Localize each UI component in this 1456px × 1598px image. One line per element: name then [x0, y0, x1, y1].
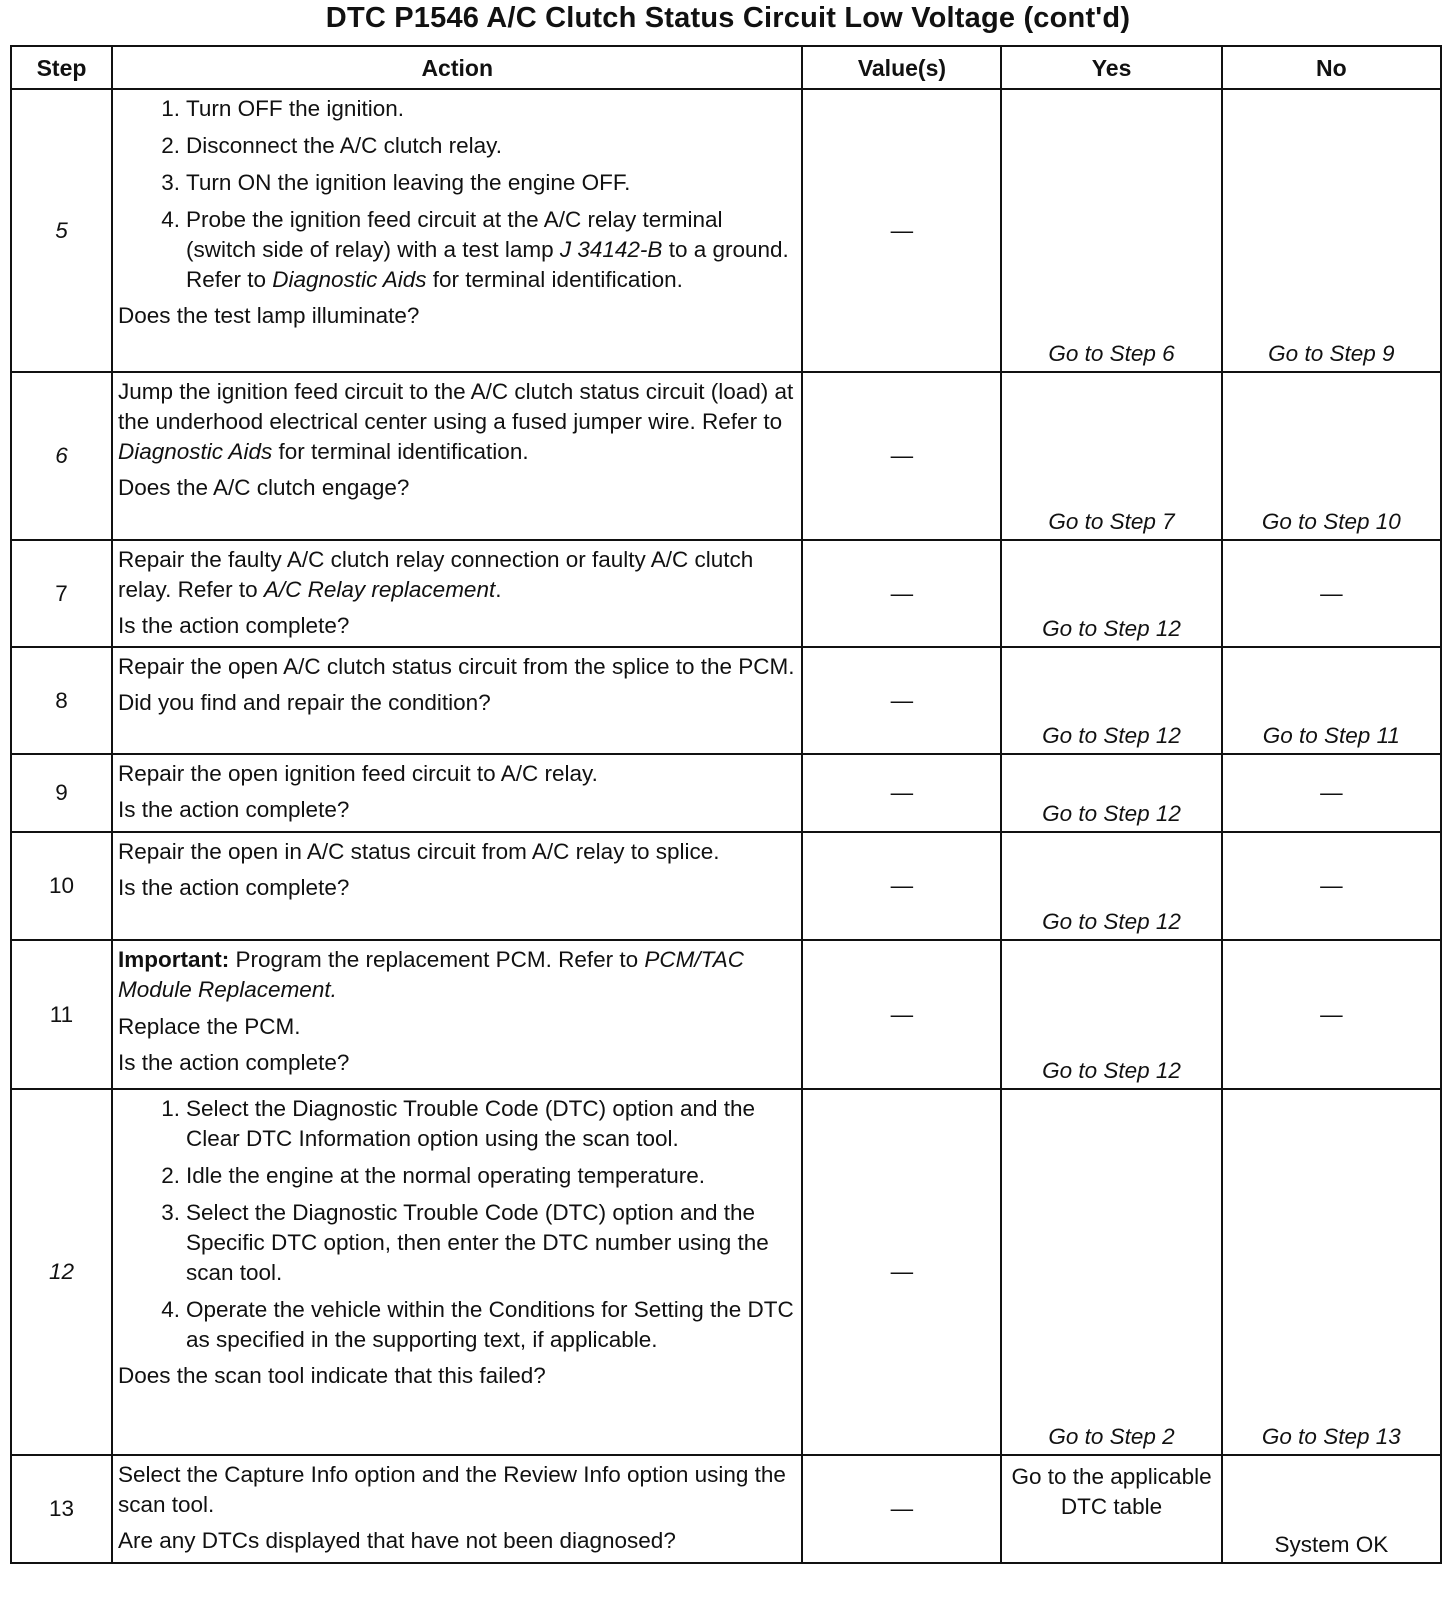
table-row-step-11 — [11, 940, 1441, 1089]
yes-cell: Go to the applicable DTC table — [1001, 1455, 1221, 1563]
question-text: Is the action complete? — [117, 613, 350, 638]
page-title: DTC P1546 A/C Clutch Status Circuit Low Voltage (cont'd) — [325, 2, 1131, 34]
yes-cell: Go to Step 12 — [1001, 832, 1221, 940]
question-text: Did you find and repair the condition? — [117, 690, 491, 715]
header-no: No — [1222, 46, 1441, 89]
value-cell: — — [802, 754, 1001, 832]
list-item: 2. Idle the engine at the normal operating temperature. — [161, 1163, 706, 1188]
question-text: Is the action complete? — [117, 797, 350, 822]
yes-cell: Go to Step 7 — [1001, 372, 1221, 540]
question-text: Is the action complete? — [117, 1050, 350, 1075]
important-note: Important: Program the replacement PCM. Refer to PCM/TAC Module Replacement. — [117, 947, 744, 1002]
step-number: 7 — [11, 540, 112, 647]
action-text: Select the Capture Info option and the Review Info option using the scan tool. — [117, 1462, 786, 1517]
header-values: Value(s) — [802, 46, 1001, 89]
action-cell — [112, 832, 803, 940]
action-text: Repair the open ignition feed circuit to A/C relay. — [117, 761, 598, 786]
list-item: 3. Turn ON the ignition leaving the engine OFF. — [161, 170, 631, 195]
no-cell: Go to Step 10 — [1222, 372, 1441, 540]
no-cell: System OK — [1222, 1455, 1441, 1563]
action-cell — [112, 89, 803, 372]
action-text: Repair the open in A/C status circuit from A/C relay to splice. — [117, 839, 720, 864]
question-text: Does the A/C clutch engage? — [117, 475, 410, 500]
value-cell: — — [802, 940, 1001, 1089]
step-number: 8 — [11, 647, 112, 754]
header-yes: Yes — [1001, 46, 1221, 89]
question-text: Is the action complete? — [117, 875, 350, 900]
value-cell: — — [802, 540, 1001, 647]
question-text: Does the test lamp illuminate? — [117, 303, 420, 328]
header-action: Action — [112, 46, 803, 89]
list-item: 4. Operate the vehicle within the Conditions for Setting the DTC as specified in the supporting text, if applicable. — [161, 1297, 794, 1352]
yes-cell: Go to Step 12 — [1001, 940, 1221, 1089]
step-number: 5 — [11, 89, 112, 372]
action-text: Repair the open A/C clutch status circuit from the splice to the PCM. — [117, 654, 795, 679]
value-cell: — — [802, 1455, 1001, 1563]
action-text: Jump the ignition feed circuit to the A/C clutch status circuit (load) at the underhood electrical center using a fused jumper wire. Refer to Diagnostic Aids for terminal identification. — [117, 379, 794, 464]
list-item: 1. Select the Diagnostic Trouble Code (DTC) option and the Clear DTC Information option using the scan tool. — [161, 1096, 756, 1151]
no-cell: — — [1222, 540, 1441, 647]
list-item: 3. Select the Diagnostic Trouble Code (DTC) option and the Specific DTC option, then enter the DTC number using the scan tool. — [161, 1200, 769, 1285]
action-cell — [112, 940, 803, 1089]
yes-cell: Go to Step 6 — [1001, 89, 1221, 372]
header-step: Step — [11, 46, 112, 89]
yes-cell: Go to Step 2 — [1001, 1089, 1221, 1455]
table-row-step-5 — [11, 89, 1441, 372]
table-row-step-10 — [11, 832, 1441, 940]
table-row-step-13 — [11, 1455, 1441, 1563]
value-cell: — — [802, 372, 1001, 540]
question-text: Does the scan tool indicate that this failed? — [117, 1363, 546, 1388]
no-cell: Go to Step 9 — [1222, 89, 1441, 372]
action-cell — [112, 1089, 803, 1455]
yes-cell: Go to Step 12 — [1001, 647, 1221, 754]
step-number: 11 — [11, 940, 112, 1089]
step-number: 13 — [11, 1455, 112, 1563]
no-cell: — — [1222, 832, 1441, 940]
table-row-step-8 — [11, 647, 1441, 754]
value-cell: — — [802, 832, 1001, 940]
list-item: 4. Probe the ignition feed circuit at the A/C relay terminal (switch side of relay) with a test lamp J 34142-B to a ground. Refer to Diagnostic Aids for terminal identification. — [161, 207, 789, 292]
action-text: Repair the faulty A/C clutch relay connection or faulty A/C clutch relay. Refer to A/C Relay replacement. — [117, 547, 754, 602]
no-cell: — — [1222, 940, 1441, 1089]
value-cell: — — [802, 1089, 1001, 1455]
action-cell — [112, 1455, 803, 1563]
table-row-step-12 — [11, 1089, 1441, 1455]
table-row-step-6 — [11, 372, 1441, 540]
yes-cell: Go to Step 12 — [1001, 754, 1221, 832]
no-cell: — — [1222, 754, 1441, 832]
step-number: 10 — [11, 832, 112, 940]
no-cell: Go to Step 11 — [1222, 647, 1441, 754]
step-number: 9 — [11, 754, 112, 832]
question-text: Are any DTCs displayed that have not been diagnosed? — [117, 1528, 676, 1553]
diagnostic-table — [10, 45, 1442, 1564]
table-row-step-9 — [11, 754, 1441, 832]
action-list — [118, 94, 798, 295]
action-text: Replace the PCM. — [117, 1014, 301, 1039]
table-row-step-7 — [11, 540, 1441, 647]
list-item: 1. Turn OFF the ignition. — [161, 96, 404, 121]
step-number: 6 — [11, 372, 112, 540]
action-list — [118, 1094, 798, 1355]
action-cell — [112, 647, 803, 754]
list-item: 2. Disconnect the A/C clutch relay. — [161, 133, 502, 158]
action-cell — [112, 372, 803, 540]
step-number: 12 — [11, 1089, 112, 1455]
yes-cell: Go to Step 12 — [1001, 540, 1221, 647]
action-cell — [112, 754, 803, 832]
value-cell: — — [802, 89, 1001, 372]
no-cell: Go to Step 13 — [1222, 1089, 1441, 1455]
action-cell — [112, 540, 803, 647]
value-cell: — — [802, 647, 1001, 754]
header-row — [11, 46, 1441, 89]
